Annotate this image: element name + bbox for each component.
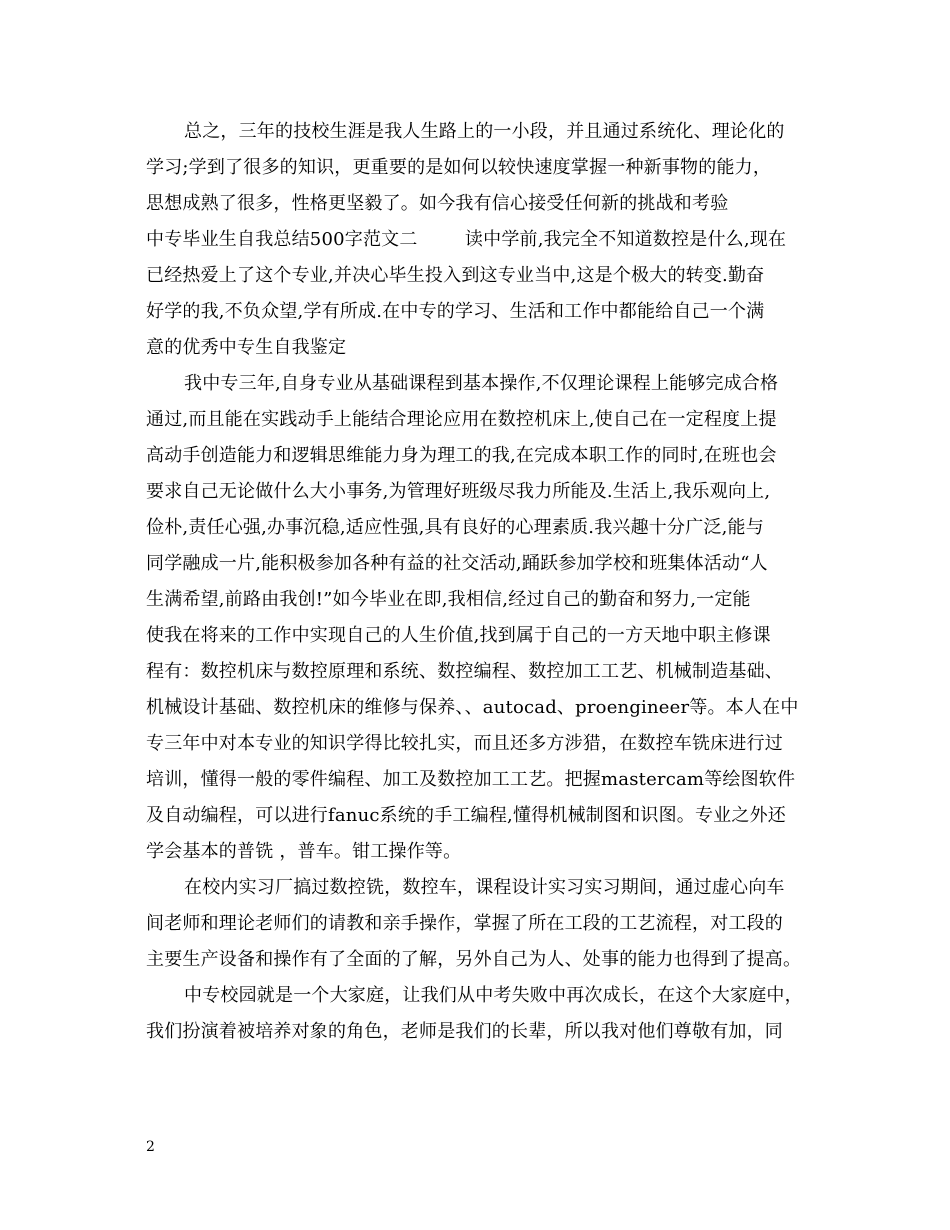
text-line: 要求自己无论做什么大小事务,为管理好班级尽我力所能及.生活上,我乐观向上,	[146, 481, 771, 502]
text-line: 意的优秀中专生自我鉴定	[146, 337, 347, 358]
text-line: 好学的我,不负众望,学有所成.在中专的学习、生活和工作中都能给自己一个满	[146, 301, 765, 322]
text-line: 在校内实习厂搞过数控铣，数控车，课程设计实习实习期间，通过虚心向车	[184, 877, 785, 898]
text-line: 通过,而且能在实践动手上能结合理论应用在数控机床上,使自己在一定程度上提	[146, 409, 777, 430]
text-line: 使我在将来的工作中实现自己的人生价值,找到属于自己的一方天地中职主修课	[146, 625, 771, 646]
text-line: 学习;学到了很多的知识，更重要的是如何以较快速度掌握一种新事物的能力，	[146, 157, 772, 178]
text-line: 我中专三年,自身专业从基础课程到基本操作,不仅理论课程上能够完成合格	[184, 373, 779, 394]
text-line: 我们扮演着被培养对象的角色，老师是我们的长辈，所以我对他们尊敬有加，同	[146, 1021, 783, 1042]
text-line: 俭朴,责任心强,办事沉稳,适应性强,具有良好的心理素质.我兴趣十分广泛,能与	[146, 517, 764, 538]
text-line: 已经热爱上了这个专业,并决心毕生投入到这专业当中,这是个极大的转变.勤奋	[146, 265, 765, 286]
text-line: 高动手创造能力和逻辑思维能力身为理工的我,在完成本职工作的同时,在班也会	[146, 445, 777, 466]
text-line: 学会基本的普铣 ，普车。钳工操作等。	[146, 841, 462, 862]
text-line: 思想成熟了很多，性格更坚毅了。如今我有信心接受任何新的挑战和考验	[146, 193, 729, 214]
text-line: 及自动编程，可以进行fanuc系统的手工编程,懂得机械制图和识图。专业之外还	[146, 805, 786, 826]
text-line: 中专校园就是一个大家庭，让我们从中考失败中再次成长，在这个大家庭中，	[184, 985, 803, 1006]
text-line: 同学融成一片,能积极参加各种有益的社交活动,踊跃参加学校和班集体活动“人	[146, 553, 768, 574]
text-line: 总之，三年的技校生涯是我人生路上的一小段，并且通过系统化、理论化的	[184, 121, 785, 142]
text-line: 程有：数控机床与数控原理和系统、数控编程、数控加工工艺、机械制造基础、	[146, 661, 783, 682]
text-line: 中专毕业生自我总结500字范文二 读中学前,我完全不知道数控是什么,现在	[146, 229, 787, 250]
text-line: 培训，懂得一般的零件编程、加工及数控加工工艺。把握mastercam等绘图软件	[146, 769, 796, 790]
text-line: 生满希望,前路由我创!”如今毕业在即,我相信,经过自己的勤奋和努力,一定能	[146, 589, 751, 610]
text-line: 间老师和理论老师们的请教和亲手操作，掌握了所在工段的工艺流程，对工段的	[146, 913, 783, 934]
text-line: 机械设计基础、数控机床的维修与保养、、autocad、proengineer等。本人在中	[146, 697, 799, 718]
text-line: 专三年中对本专业的知识学得比较扎实，而且还多方涉猎，在数控车铣床进行过	[146, 733, 783, 754]
text-line: 主要生产设备和操作有了全面的了解，另外自己为人、处事的能力也得到了提高。	[146, 949, 802, 970]
page-number: 2	[146, 1139, 155, 1155]
